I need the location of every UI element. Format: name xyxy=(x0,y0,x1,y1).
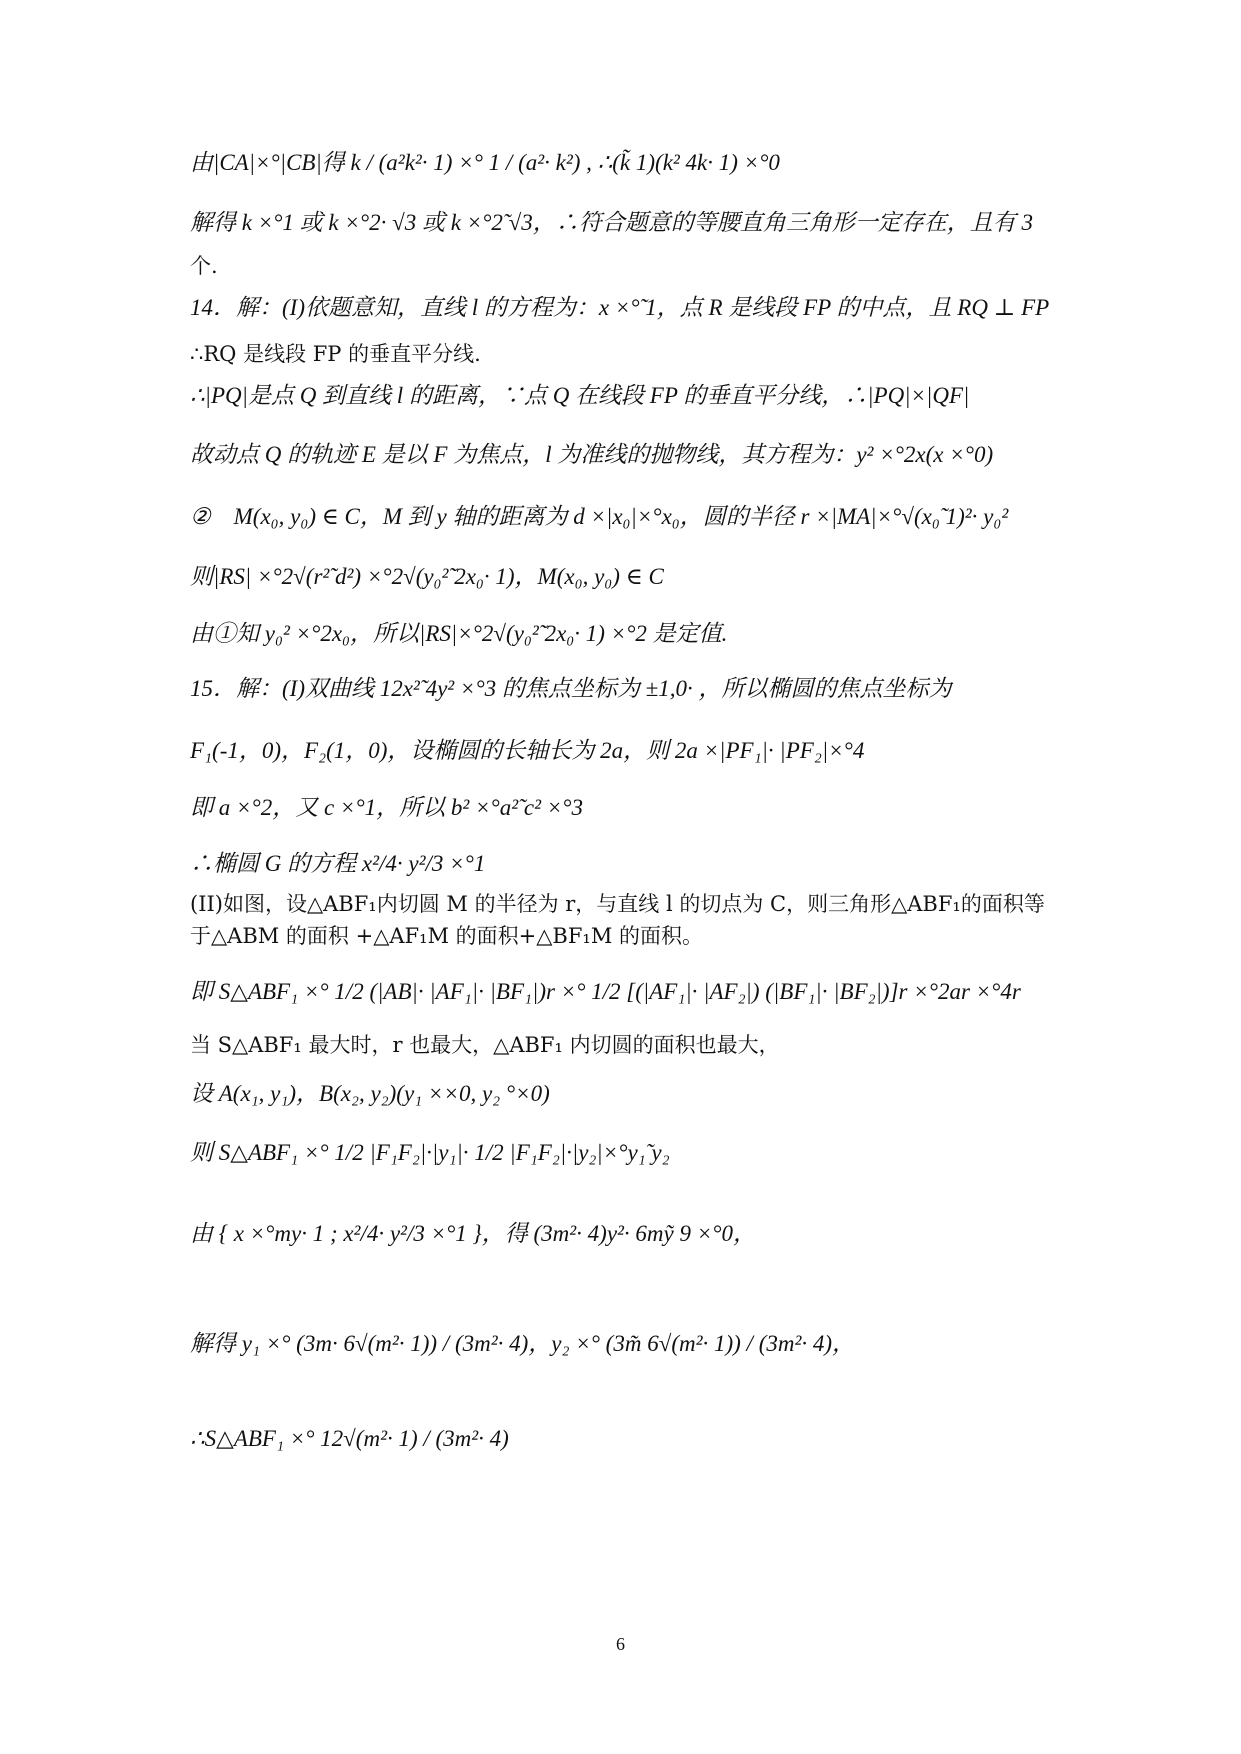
text-line-4: 14．解：(I)依题意知，直线 l 的方程为：x ×°̃ 1，点 R 是线段 FP 的中点，且 RQ ⊥ FP xyxy=(190,295,1050,320)
page-number: 6 xyxy=(616,1634,625,1654)
text-line-14: ∴椭圆 G 的方程 x²/4· y²/3 ×°1 xyxy=(190,851,486,876)
text-line-17: 即 S△ABF₁ ×° 1/2 (|AB|· |AF₁|· |BF₁|)r ×° 1/2 [(|AF₁|· |AF₂|) (|BF₁|· |BF₂|)]r ×°2ar ×°4r xyxy=(190,979,1021,1004)
text-line-7: 故动点 Q 的轨迹 E 是以 F 为焦点，l 为准线的抛物线，其方程为：y² ×°2x(x ×°0) xyxy=(190,442,994,467)
text-line-10: 由①知 y₀² ×°2x₀，所以|RS|×°2√(y₀²̃ 2x₀· 1) ×°2 是定值. xyxy=(190,621,728,646)
text-line-12: F₁(-1，0)，F₂(1，0)，设椭圆的长轴长为 2a，则 2a ×|PF₁|· |PF₂|×°4 xyxy=(190,738,865,763)
text-line-18: 当 S△ABF₁ 最大时，r 也最大，△ABF₁ 内切圆的面积也最大， xyxy=(190,1033,780,1057)
text-line-22: 解得 y₁ ×° (3m· 6√(m²· 1)) / (3m²· 4)，y₂ ×° (3m̃ 6√(m²· 1)) / (3m²· 4)， xyxy=(190,1331,856,1356)
text-line-16: 于△ABM 的面积 +△AF₁M 的面积+△BF₁M 的面积。 xyxy=(190,924,704,948)
text-line-21: 由 { x ×°my· 1 ; x²/4· y²/3 ×°1 }，得 (3m²· 4)y²· 6mỹ 9 ×°0， xyxy=(190,1221,756,1246)
text-line-13: 即 a ×°2，又 c ×°1，所以 b² ×°a²̃ c² ×°3 xyxy=(190,795,583,820)
text-line-3: 个. xyxy=(190,254,218,278)
text-line-19: 设 A(x₁, y₁)，B(x₂, y₂)(y₁ ××0, y₂ °×0) xyxy=(190,1081,550,1106)
text-line-9: 则|RS| ×°2√(r²̃ d²) ×°2√(y₀²̃ 2x₀· 1)，M(x₀, y₀) ∈ C xyxy=(190,564,664,589)
text-line-1: 由|CA|×°|CB|得 k / (a²k²· 1) ×° 1 / (a²· k²) , ∴(k̃ 1)(k² 4k· 1) ×°0 xyxy=(190,150,780,175)
text-line-6: ∴|PQ|是点 Q 到直线 l 的距离，∵点 Q 在线段 FP 的垂直平分线，∴|PQ|×|QF| xyxy=(190,383,970,408)
text-line-20: 则 S△ABF₁ ×° 1/2 |F₁F₂|·|y₁|· 1/2 |F₁F₂|·|y₂|×°y₁̃ y₂ xyxy=(190,1140,670,1165)
text-line-8: ② M(x₀, y₀) ∈ C，M 到 y 轴的距离为 d ×|x₀|×°x₀，圆的半径 r ×|MA|×°√(x₀̃ 1)²· y₀² xyxy=(190,504,1009,529)
text-line-5: ∴RQ 是线段 FP 的垂直平分线. xyxy=(190,342,481,366)
text-line-23: ∴S△ABF₁ ×° 12√(m²· 1) / (3m²· 4) xyxy=(190,1426,509,1451)
text-line-11: 15．解：(I)双曲线 12x²̃ 4y² ×°3 的焦点坐标为 ±1,0· ，所以椭圆的焦点坐标为 xyxy=(190,676,952,701)
text-line-15: (II)如图，设△ABF₁内切圆 M 的半径为 r，与直线 l 的切点为 C，则三角形△ABF₁的面积等 xyxy=(190,892,1045,916)
text-line-2: 解得 k ×°1 或 k ×°2· √3 或 k ×°2̃ √3，∴符合题意的等腰直角三角形一定存在，且有 3 xyxy=(190,210,1034,235)
